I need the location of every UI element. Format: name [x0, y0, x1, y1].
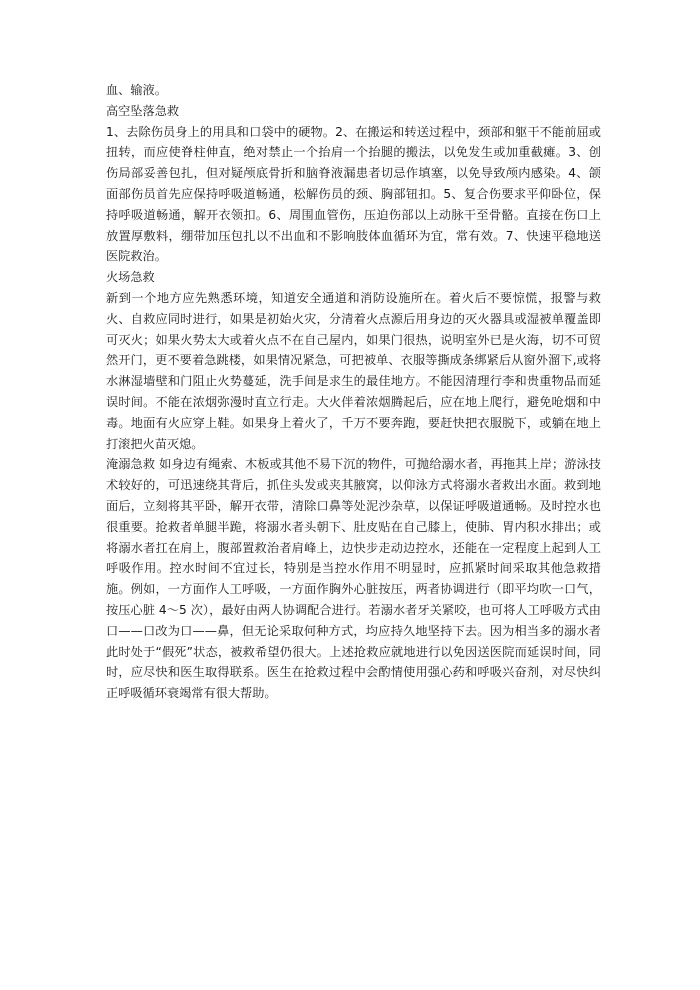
section-heading-fire-rescue: 火场急救: [106, 270, 155, 285]
intro-tail-text: 血、输液。: [106, 83, 167, 97]
section-body-drowning-rescue: 淹溺急救 如身边有绳索、木板或其他不易下沉的物件，可抛给溺水者，再拖其上岸；游泳技术较好的，可迅速绕其背后，抓住头发或夹其腋窝，以仰泳方式将溺水者救出水面。救到地面后，立刻将其平卧，解开衣带，清除口鼻等处泥沙杂草，以保证呼吸道通畅。及时控水也很重要。抢救者单腿半跪，将溺水者头朝下、肚皮贴在自己膝上，使肺、胃内积水排出；或将溺水者扛在肩上，腹部置救治者肩峰上，边快步走动边控水，还能在一定程度上起到人工呼吸作用。控水时间不宜过长，特别是当控水作用不明显时，应抓紧时间采取其他急救措施。例如，一方面作人工呼吸，一方面作胸外心脏按压，两者协调进行（即平均吹一口气，按压心脏 4～5 次），最好由两人协调配合进行。若溺水者牙关紧咬，也可将人工呼吸方式由口——口改为口——鼻，但无论采取何种方式，均应持久地坚持下去。因为相当多的溺水者此时处于“假死”状态，被救希望仍很大。上述抢救应就地进行以免因送医院而延误时间，同时，应尽快和医生取得联系。医生在抢救过程中会酌情使用强心药和呼吸兴奋剂，对尽快纠正呼吸循环衰竭常有很大帮助。: [106, 457, 601, 701]
document-page: [106, 80, 601, 704]
section-body-fall-rescue: 1、去除伤员身上的用具和口袋中的硬物。2、在搬运和转送过程中，颈部和躯干不能前屈或扭转，而应使脊柱伸直，绝对禁止一个抬肩一个抬腿的搬法，以免发生或加重截瘫。3、创伤局部妥善包扎，但对疑颅底骨折和脑脊液漏患者切忌作填塞，以免导致颅内感染。4、颌面部伤员首先应保持呼吸道畅通，松解伤员的颈、胸部钮扣。5、复合伤要求平仰卧位，保持呼吸道畅通，解开衣领扣。6、周围血管伤，压迫伤部以上动脉干至骨骼。直接在伤口上放置厚敷料，绷带加压包扎以不出血和不影响肢体血循环为宜，常有效。7、快速平稳地送医院救治。: [106, 124, 601, 264]
section-heading-fall-rescue: 高空坠落急救: [106, 103, 180, 118]
section-body-fire-rescue: 新到一个地方应先熟悉环境，知道安全通道和消防设施所在。着火后不要惊慌，报警与救火、自救应同时进行，如果是初始火灾，分清着火点源后用身边的灭火器具或湿被单覆盖即可灭火；如果火势太大或着火点不在自己屋内，如果门很热，说明室外已是火海，切不可贸然开门，更不要着急跳楼，如果情况紧急，可把被单、衣服等撕成条绑紧后从窗外溜下,或将水淋湿墙壁和门阻止火势蔓延，洗手间是求生的最佳地方。不能因清理行李和贵重物品而延误时间。不能在浓烟弥漫时直立行走。大火伴着浓烟腾起后，应在地上爬行，避免呛烟和中毒。地面有火应穿上鞋。如果身上着火了，千万不要奔跑，要赶快把衣服脱下，或躺在地上打滚把火苗灭熄。: [106, 290, 601, 451]
